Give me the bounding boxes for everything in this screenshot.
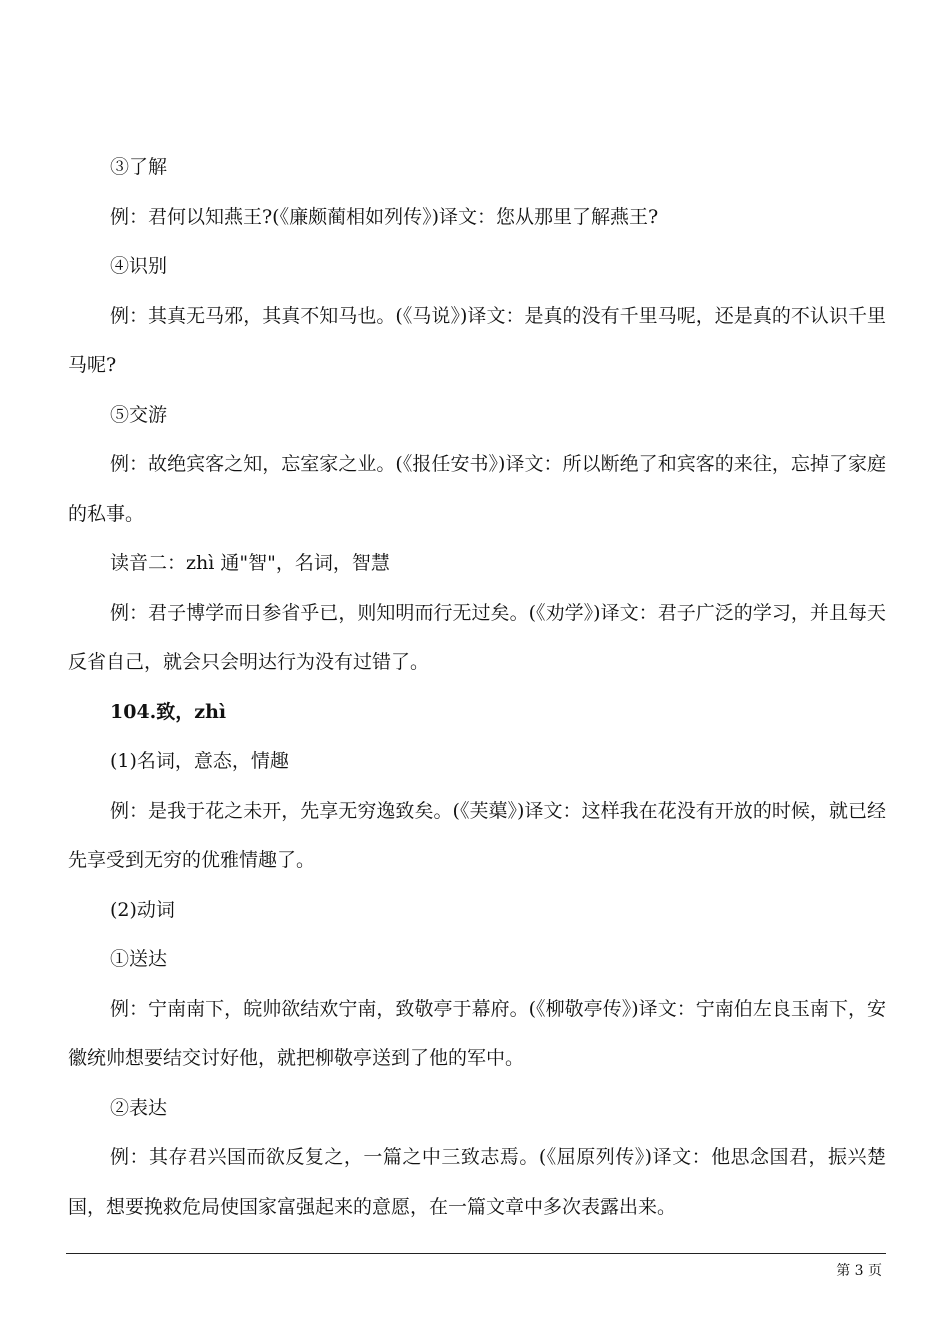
example-paragraph: 例：其存君兴国而欲反复之，一篇之中三致志焉。(《屈原列传》)译文：他思念国君，振兴楚国，想要挽救危局使国家富强起来的意愿，在一篇文章中多次表露出来。 <box>68 1146 886 1218</box>
sense-heading: ②表达 <box>110 1096 168 1119</box>
entry-heading: 104.致，zhì <box>110 700 227 723</box>
example-paragraph: 例：君何以知燕王?(《廉颇蔺相如列传》)译文：您从那里了解燕王? <box>110 205 659 228</box>
example-paragraph: 例：宁南南下，皖帅欲结欢宁南，致敬亭于幕府。(《柳敬亭传》)译文：宁南伯左良玉南下，安徽统帅想要结交讨好他，就把柳敬亭送到了他的军中。 <box>68 997 886 1069</box>
example-paragraph: 例：是我于花之未开，先享无穷逸致矣。(《芙蕖》)译文：这样我在花没有开放的时候，就已经先享受到无穷的优雅情趣了。 <box>68 799 886 871</box>
page-body <box>68 143 886 1232</box>
reading-heading: 读音二：zhì 通"智"，名词，智慧 <box>110 552 390 574</box>
example-paragraph: 例：故绝宾客之知，忘室家之业。(《报任安书》)译文：所以断绝了和宾客的来往，忘掉了家庭的私事。 <box>68 453 886 525</box>
page-number: 第 3 页 <box>836 1263 882 1279</box>
part-of-speech-heading: (2)动词 <box>110 898 175 921</box>
sense-heading: ③了解 <box>110 156 168 178</box>
sense-heading: ⑤交游 <box>110 403 168 426</box>
example-paragraph: 例：君子博学而日参省乎已，则知明而行无过矣。(《劝学》)译文：君子广泛的学习，并且每天反省自己，就会只会明达行为没有过错了。 <box>68 601 886 673</box>
example-paragraph: 例：其真无马邪，其真不知马也。(《马说》)译文：是真的没有千里马呢，还是真的不认识千里马呢? <box>68 304 886 376</box>
sense-heading: ④识别 <box>110 255 168 277</box>
part-of-speech-heading: (1)名词，意态，情趣 <box>110 750 289 772</box>
sense-heading: ①送达 <box>110 948 168 970</box>
footer-divider <box>66 1253 886 1254</box>
